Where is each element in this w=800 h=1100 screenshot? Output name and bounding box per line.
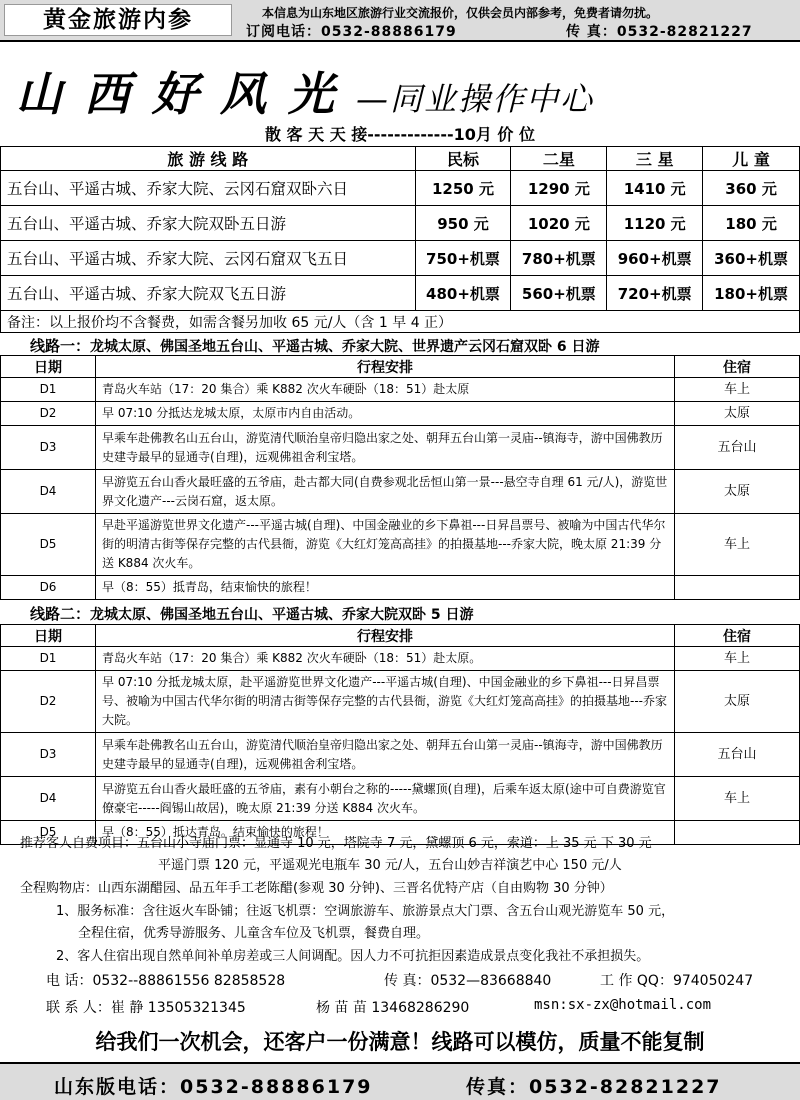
day-stay: 车上 bbox=[675, 647, 800, 671]
day-plan: 青岛火车站（17：20 集合）乘 K882 次火车硬卧（18：51）赴太原 bbox=[96, 378, 675, 402]
col-two-star: 二星 bbox=[511, 147, 607, 171]
price-child: 360+机票 bbox=[703, 241, 800, 276]
itinerary-row bbox=[1, 647, 800, 671]
price-standard: 950 元 bbox=[415, 206, 511, 241]
route1-name: 龙城太原、佛国圣地五台山、平遥古城、乔家大院、世界遗产云冈石窟双卧 6 日游 bbox=[90, 339, 600, 355]
price-note: 备注：以上报价均不含餐费，如需含餐另加收 65 元/人（含 1 早 4 正） bbox=[1, 311, 800, 333]
route1-label: 线路一： bbox=[30, 337, 91, 355]
col-date: 日期 bbox=[1, 625, 96, 647]
price-two-star: 1020 元 bbox=[511, 206, 607, 241]
price-three-star: 1120 元 bbox=[607, 206, 703, 241]
route2-label: 线路二： bbox=[30, 605, 91, 623]
contact-msn[interactable]: msn:sx-zx@hotmail.com bbox=[534, 997, 712, 1013]
itinerary-row bbox=[1, 777, 800, 821]
contact-person-1: 联 系 人：崔 静 13505321345 bbox=[46, 1000, 246, 1016]
header-notice: 本信息为山东地区旅游行业交流报价，仅供会员内部参考，免费者请勿扰。 bbox=[262, 6, 659, 20]
price-heading: 散 客 天 天 接-------------10月 价 位 bbox=[264, 125, 536, 144]
day-label: D1 bbox=[1, 647, 96, 671]
route-name: 五台山、平遥古城、乔家大院、云冈石窟双卧六日 bbox=[1, 171, 416, 206]
price-three-star: 960+机票 bbox=[607, 241, 703, 276]
price-note-row bbox=[1, 311, 800, 333]
page-title bbox=[16, 58, 594, 124]
route2-itinerary-table bbox=[0, 624, 800, 845]
route1-title bbox=[30, 335, 600, 356]
day-stay: 车上 bbox=[675, 378, 800, 402]
day-label: D4 bbox=[1, 470, 96, 514]
itinerary-row bbox=[1, 378, 800, 402]
day-plan: 早乘车赴佛教名山五台山，游览清代顺治皇帝归隐出家之处、朝拜五台山第一灵庙--镇海寺，游中国佛教历史建寺最早的显通寺(自理)，远观佛祖舍利宝塔。 bbox=[96, 426, 675, 470]
day-label: D3 bbox=[1, 426, 96, 470]
brand-title: 黄金旅游内参 bbox=[4, 4, 232, 36]
itinerary-header-row bbox=[1, 356, 800, 378]
price-child: 180+机票 bbox=[703, 276, 800, 311]
day-stay: 五台山 bbox=[675, 426, 800, 470]
price-child: 180 元 bbox=[703, 206, 800, 241]
day-plan: 早（8：55）抵达青岛。结束愉快的旅程！ bbox=[96, 821, 675, 845]
day-stay: 太原 bbox=[675, 402, 800, 426]
day-label: D6 bbox=[1, 576, 96, 600]
price-three-star: 1410 元 bbox=[607, 171, 703, 206]
slogan: 给我们一次机会，还客户一份满意！线路可以模仿，质量不能复制 bbox=[95, 1030, 705, 1054]
day-label: D2 bbox=[1, 402, 96, 426]
title-sub: —同业操作中心 bbox=[356, 80, 595, 118]
accommodation-note: 2、客人住宿出现自然单间补单房差或三人间调配。因人力不可抗拒因素造成景点变化我社不承担损失。 bbox=[56, 949, 650, 964]
itinerary-row bbox=[1, 402, 800, 426]
day-stay: 太原 bbox=[675, 470, 800, 514]
header-phone: 订阅电话：0532-88886179 bbox=[246, 24, 457, 40]
footer-fax: 传真：0532-82821227 bbox=[466, 1076, 722, 1098]
itinerary-row bbox=[1, 733, 800, 777]
price-table bbox=[0, 146, 800, 333]
col-standard: 民标 bbox=[415, 147, 511, 171]
route-name: 五台山、平遥古城、乔家大院双卧五日游 bbox=[1, 206, 416, 241]
footer-bar bbox=[0, 1062, 800, 1100]
route2-title bbox=[30, 603, 474, 624]
price-standard: 1250 元 bbox=[415, 171, 511, 206]
price-row bbox=[1, 171, 800, 206]
contact-person-2: 杨 苗 苗 13468286290 bbox=[316, 1000, 470, 1016]
day-label: D5 bbox=[1, 821, 96, 845]
contact-fax: 传 真：0532—83668840 bbox=[384, 973, 552, 989]
price-two-star: 560+机票 bbox=[511, 276, 607, 311]
day-label: D4 bbox=[1, 777, 96, 821]
col-date: 日期 bbox=[1, 356, 96, 378]
col-stay: 住宿 bbox=[675, 356, 800, 378]
itinerary-header-row bbox=[1, 625, 800, 647]
day-label: D3 bbox=[1, 733, 96, 777]
day-plan: 早 07:10 分抵达龙城太原，太原市内自由活动。 bbox=[96, 402, 675, 426]
day-label: D1 bbox=[1, 378, 96, 402]
price-standard: 750+机票 bbox=[415, 241, 511, 276]
col-three-star: 三 星 bbox=[607, 147, 703, 171]
shopping-stores: 全程购物店：山西东湖醋园、品五年手工老陈醋(参观 30 分钟)、三晋名优特产店（自由购物 30 分钟） bbox=[20, 881, 613, 896]
contact-tel: 电 话：0532--88861556 82858528 bbox=[46, 973, 286, 989]
header-fax: 传 真：0532-82821227 bbox=[566, 24, 753, 40]
day-plan: 青岛火车站（17：20 集合）乘 K882 次火车硬卧（18：51）赴太原。 bbox=[96, 647, 675, 671]
day-plan: 早乘车赴佛教名山五台山，游览清代顺治皇帝归隐出家之处、朝拜五台山第一灵庙--镇海寺，游中国佛教历史建寺最早的显通寺(自理)，远观佛祖舍利宝塔。 bbox=[96, 733, 675, 777]
itinerary-row bbox=[1, 576, 800, 600]
service-standard-line1: 1、服务标准：含往返火车卧铺；往返飞机票：空调旅游车、旅游景点大门票、含五台山观光游览车 50 元， bbox=[56, 904, 675, 919]
day-stay bbox=[675, 821, 800, 845]
col-stay: 住宿 bbox=[675, 625, 800, 647]
price-three-star: 720+机票 bbox=[607, 276, 703, 311]
day-plan: 早 07:10 分抵龙城太原，赴平遥游览世界文化遗产---平遥古城(自理)、中国金融业的乡下鼻祖---日昇昌票号、被喻为中国古代华尔街的明清古街等保存完整的古代县衙，游览《大红灯笼高高挂》的拍摄基地---乔家大院。 bbox=[96, 671, 675, 733]
price-row bbox=[1, 241, 800, 276]
day-stay: 太原 bbox=[675, 671, 800, 733]
col-child: 儿 童 bbox=[703, 147, 800, 171]
price-row bbox=[1, 206, 800, 241]
price-standard: 480+机票 bbox=[415, 276, 511, 311]
day-label: D2 bbox=[1, 671, 96, 733]
route2-name: 龙城太原、佛国圣地五台山、平遥古城、乔家大院双卧 5 日游 bbox=[90, 607, 474, 623]
day-plan: 早赴平遥游览世界文化遗产---平遥古城(自理)、中国金融业的乡下鼻祖---日昇昌票号、被喻为中国古代华尔街的明清古街等保存完整的古代县衙，游览《大红灯笼高高挂》的拍摄基地---乔家大院，晚太原 21:39 分送 K884 次火车。 bbox=[96, 514, 675, 576]
price-child: 360 元 bbox=[703, 171, 800, 206]
price-two-star: 780+机票 bbox=[511, 241, 607, 276]
day-stay: 车上 bbox=[675, 777, 800, 821]
col-plan: 行程安排 bbox=[96, 625, 675, 647]
itinerary-row bbox=[1, 671, 800, 733]
header-bar bbox=[0, 0, 800, 42]
price-row bbox=[1, 276, 800, 311]
optional-items-line2: 平遥门票 120 元，平遥观光电瓶车 30 元/人，五台山妙吉祥演艺中心 150 元/人 bbox=[158, 858, 622, 873]
day-plan: 早（8：55）抵青岛，结束愉快的旅程！ bbox=[96, 576, 675, 600]
col-route: 旅 游 线 路 bbox=[1, 147, 416, 171]
route1-itinerary-table bbox=[0, 355, 800, 600]
service-standard-line2: 全程住宿，优秀导游服务、儿童含车位及飞机票，餐费自理。 bbox=[78, 926, 430, 941]
col-plan: 行程安排 bbox=[96, 356, 675, 378]
day-plan: 早游览五台山香火最旺盛的五爷庙，赴古都大同(自费参观北岳恒山第一景---悬空寺自理 61 元/人)，游览世界文化遗产---云岗石窟，返太原。 bbox=[96, 470, 675, 514]
route-name: 五台山、平遥古城、乔家大院双飞五日游 bbox=[1, 276, 416, 311]
itinerary-row bbox=[1, 514, 800, 576]
day-stay bbox=[675, 576, 800, 600]
day-stay: 五台山 bbox=[675, 733, 800, 777]
day-stay: 车上 bbox=[675, 514, 800, 576]
itinerary-row bbox=[1, 470, 800, 514]
price-header-row bbox=[1, 147, 800, 171]
footer-tel: 山东版电话：0532-88886179 bbox=[54, 1076, 373, 1098]
optional-items-line1: 推荐客人自费项目：五台山小寺庙门票：显通寺 10 元，塔院寺 7 元，黛螺顶 6 元，索道：上 35 元 下 30 元 bbox=[20, 836, 652, 851]
route-name: 五台山、平遥古城、乔家大院、云冈石窟双飞五日 bbox=[1, 241, 416, 276]
contact-qq: 工 作 QQ：974050247 bbox=[600, 973, 754, 989]
day-plan: 早游览五台山香火最旺盛的五爷庙，素有小朝台之称的-----黛螺顶(自理)，后乘车返太原(途中可自费游览官僚豪宅-----阎锡山故居)，晚太原 21:39 分送 K884 次火车。 bbox=[96, 777, 675, 821]
title-main: 山西好风光 bbox=[16, 67, 356, 121]
itinerary-row bbox=[1, 426, 800, 470]
price-two-star: 1290 元 bbox=[511, 171, 607, 206]
day-label: D5 bbox=[1, 514, 96, 576]
